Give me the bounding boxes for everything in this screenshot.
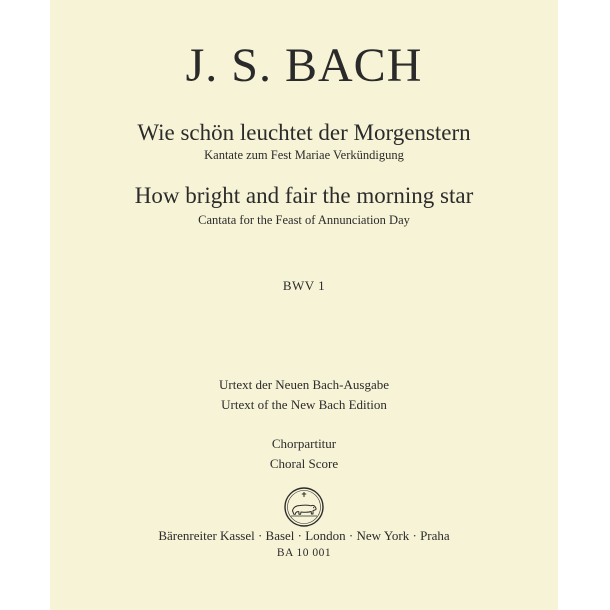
title-english: How bright and fair the morning star (134, 183, 474, 208)
catalog-number: BWV 1 (282, 278, 326, 293)
composer-name: J. S. BACH (185, 39, 423, 92)
order-number: BA 10 001 (276, 547, 332, 559)
subtitle-german: Kantate zum Fest Mariae Verkündigung (204, 148, 404, 162)
subtitle-english: Cantata for the Feast of Annunciation Day (198, 213, 410, 227)
score-type-german: Chorpartitur (271, 436, 337, 451)
score-cover (50, 0, 558, 610)
bear-logo-icon (283, 486, 325, 528)
urtext-english: Urtext of the New Bach Edition (221, 397, 387, 412)
publisher-line: Bärenreiter Kassel · Basel · London · New York · Praha (158, 528, 450, 543)
title-german: Wie schön leuchtet der Morgenstern (137, 120, 471, 145)
score-type-english: Choral Score (269, 456, 339, 471)
urtext-german: Urtext der Neuen Bach-Ausgabe (218, 377, 389, 392)
